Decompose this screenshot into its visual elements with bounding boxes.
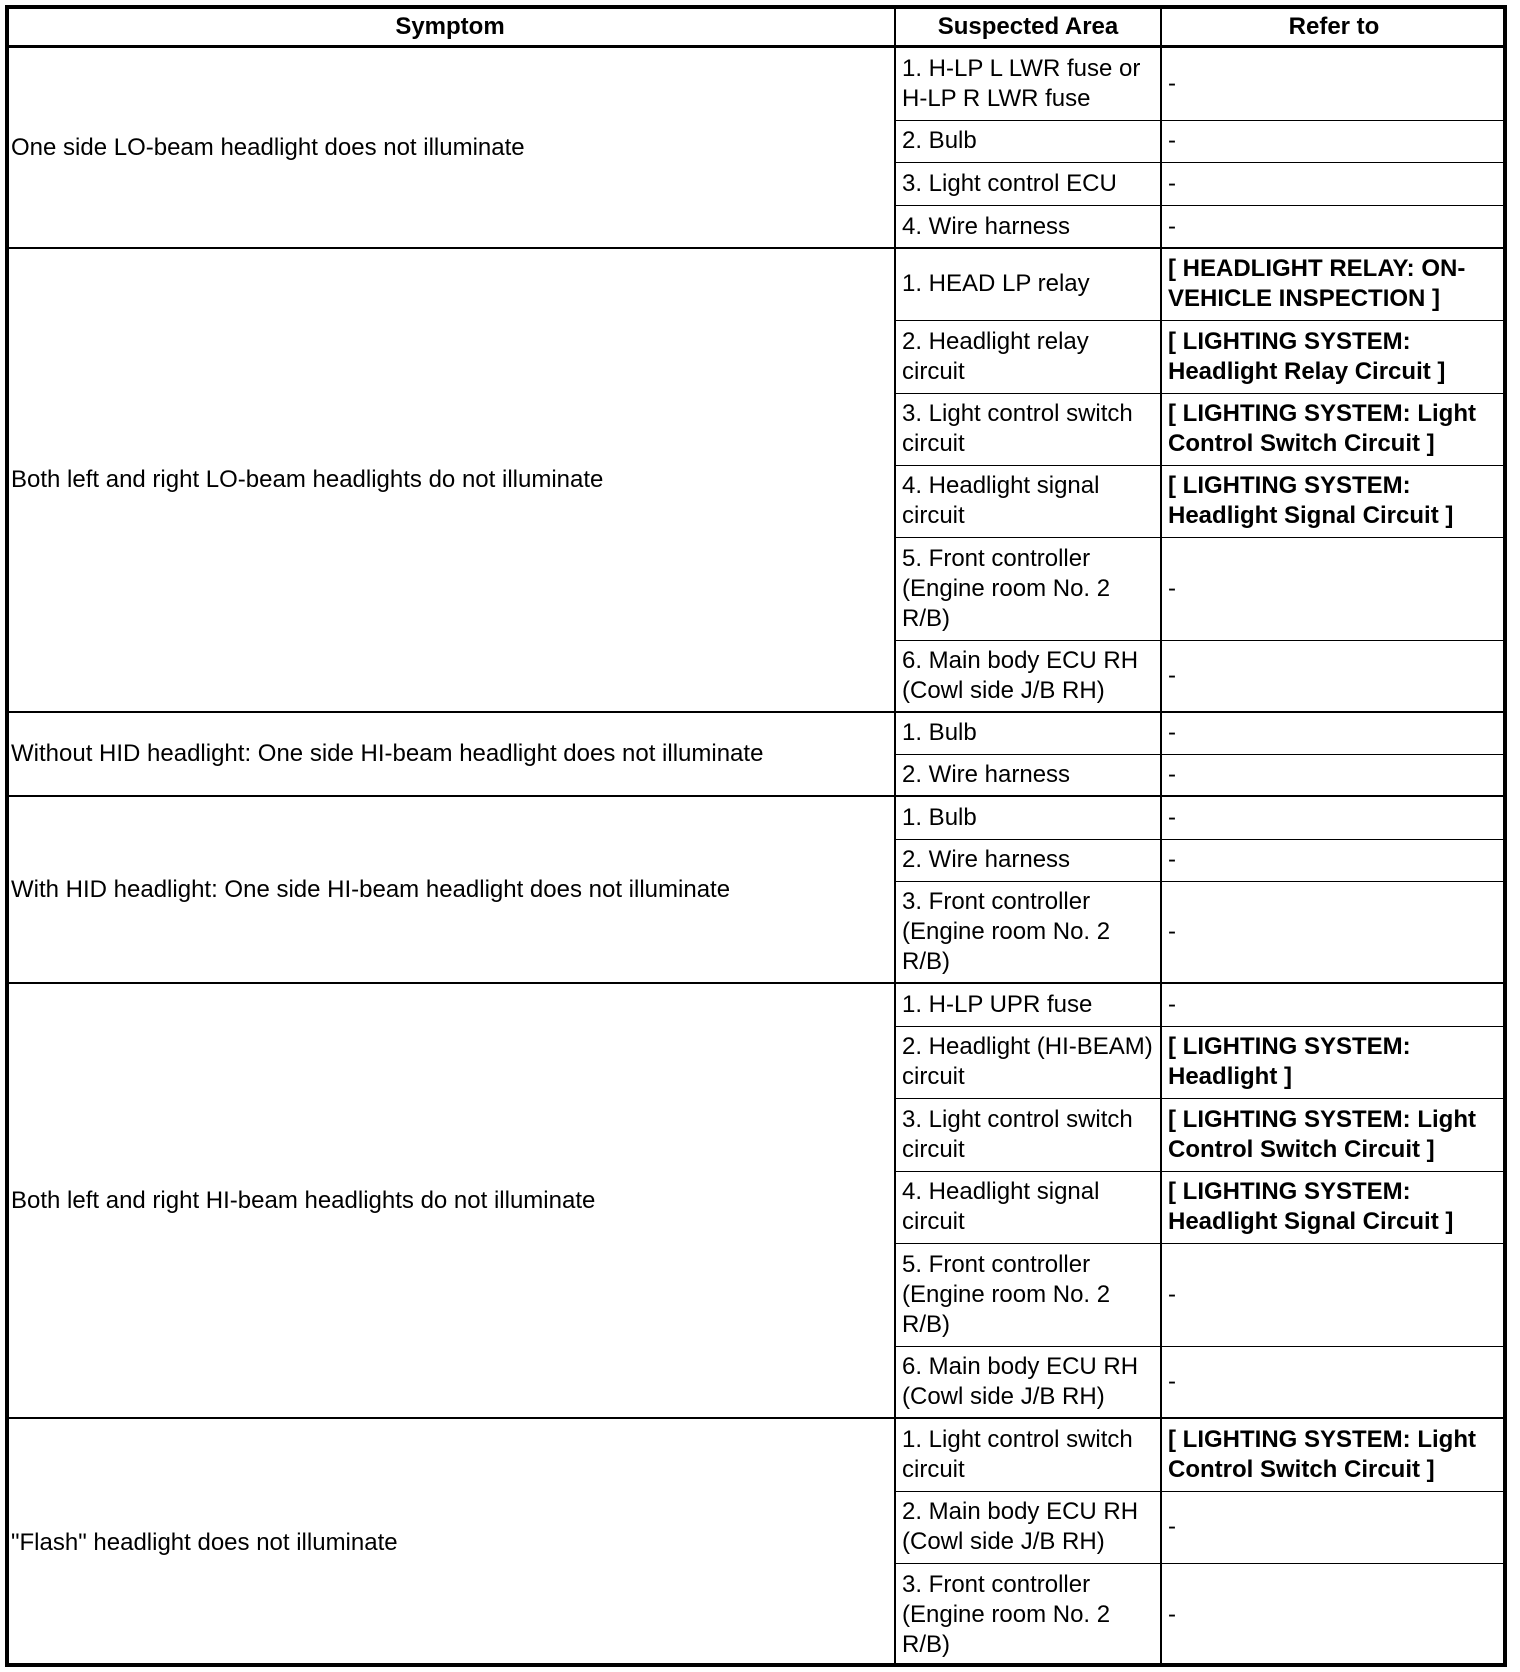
group-divider <box>5 711 1507 713</box>
row-divider <box>895 1491 1507 1492</box>
suspected-area-cell: 3. Light control switch circuit <box>902 1105 1133 1163</box>
refer-to-cell: - <box>1168 212 1176 240</box>
suspected-area-cell: 1. Bulb <box>902 719 977 746</box>
suspected-area-cell: 1. H-LP L LWR fuse or H-LP R LWR fuse <box>902 54 1141 112</box>
refer-to-cell: - <box>1168 1280 1176 1308</box>
suspected-area-cell: 1. Bulb <box>902 803 977 831</box>
refer-to-cell: - <box>1168 1513 1176 1540</box>
group-divider <box>5 1417 1507 1419</box>
header-suspected-area: Suspected Area <box>937 13 1119 40</box>
header-refer-to: Refer to <box>1288 13 1380 40</box>
group-divider <box>5 247 1507 249</box>
refer-to-link[interactable]: [ LIGHTING SYSTEM: Headlight Signal Circuit ] <box>1168 472 1454 529</box>
refer-to-cell: - <box>1168 574 1176 602</box>
refer-to-cell: - <box>1168 69 1176 97</box>
refer-to-link[interactable]: [ HEADLIGHT RELAY: ON-VEHICLE INSPECTION ] <box>1168 255 1466 312</box>
row-divider <box>895 1563 1507 1564</box>
refer-to-link[interactable]: [ LIGHTING SYSTEM: Light Control Switch Circuit ] <box>1168 1105 1476 1163</box>
refer-to-cell: - <box>1168 1368 1176 1395</box>
refer-to-cell: - <box>1168 719 1176 746</box>
suspected-area-cell: 1. HEAD LP relay <box>902 270 1090 297</box>
refer-to-cell: - <box>1168 918 1176 945</box>
row-divider <box>895 754 1507 755</box>
header-symptom: Symptom <box>395 13 505 40</box>
suspected-area-cell: 6. Main body ECU RH (Cowl side J/B RH) <box>902 647 1139 704</box>
row-divider <box>895 1098 1507 1099</box>
symptom-cell: Both left and right HI-beam headlights do not illuminate <box>11 1186 596 1214</box>
refer-to-cell: - <box>1168 990 1176 1018</box>
row-divider <box>895 1243 1507 1244</box>
symptom-cell: "Flash" headlight does not illuminate <box>11 1528 398 1556</box>
row-divider <box>895 1171 1507 1172</box>
row-divider <box>895 393 1507 394</box>
symptom-cell: Both left and right LO-beam headlights do not illuminate <box>11 466 604 493</box>
refer-to-link[interactable]: [ LIGHTING SYSTEM: Headlight Relay Circuit ] <box>1168 327 1446 385</box>
refer-to-link[interactable]: [ LIGHTING SYSTEM: Headlight Signal Circuit ] <box>1168 1178 1454 1235</box>
row-divider <box>895 537 1507 538</box>
suspected-area-cell: 1. Light control switch circuit <box>902 1425 1133 1483</box>
row-divider <box>895 1026 1507 1027</box>
symptom-cell: Without HID headlight: One side HI-beam headlight does not illuminate <box>11 740 764 767</box>
suspected-area-cell: 5. Front controller (Engine room No. 2 R/B) <box>902 544 1111 632</box>
row-divider <box>895 205 1507 206</box>
refer-to-link[interactable]: [ LIGHTING SYSTEM: Headlight ] <box>1168 1033 1411 1090</box>
suspected-area-cell: 2. Wire harness <box>902 846 1071 873</box>
refer-to-cell: - <box>1168 761 1176 788</box>
refer-to-cell: - <box>1168 169 1176 197</box>
refer-to-link[interactable]: [ LIGHTING SYSTEM: Light Control Switch Circuit ] <box>1168 400 1476 457</box>
suspected-area-cell: 2. Bulb <box>902 127 977 154</box>
suspected-area-cell: 5. Front controller (Engine room No. 2 R/B) <box>902 1250 1111 1338</box>
column-divider <box>894 5 896 1667</box>
row-divider <box>895 465 1507 466</box>
symptom-cell: One side LO-beam headlight does not illuminate <box>11 133 525 161</box>
suspected-area-cell: 2. Headlight (HI-BEAM) circuit <box>902 1033 1153 1090</box>
group-divider <box>5 795 1507 797</box>
suspected-area-cell: 3. Light control switch circuit <box>902 400 1133 457</box>
refer-to-cell: - <box>1168 1601 1176 1628</box>
row-divider <box>895 1346 1507 1347</box>
column-divider <box>1160 5 1162 1667</box>
refer-to-cell: - <box>1168 662 1176 689</box>
suspected-area-cell: 6. Main body ECU RH (Cowl side J/B RH) <box>902 1353 1139 1410</box>
refer-to-link[interactable]: [ LIGHTING SYSTEM: Light Control Switch Circuit ] <box>1168 1425 1476 1483</box>
group-divider <box>5 982 1507 984</box>
refer-to-cell: - <box>1168 127 1176 154</box>
suspected-area-cell: 4. Headlight signal circuit <box>902 472 1100 529</box>
suspected-area-cell: 2. Main body ECU RH (Cowl side J/B RH) <box>902 1498 1139 1555</box>
symptom-cell: With HID headlight: One side HI-beam headlight does not illuminate <box>11 875 731 903</box>
suspected-area-cell: 3. Front controller (Engine room No. 2 R/B) <box>902 888 1111 975</box>
suspected-area-cell: 2. Headlight relay circuit <box>902 327 1089 385</box>
row-divider <box>895 120 1507 121</box>
suspected-area-cell: 4. Wire harness <box>902 212 1071 240</box>
suspected-area-cell: 1. H-LP UPR fuse <box>902 990 1093 1018</box>
suspected-area-cell: 3. Light control ECU <box>902 169 1117 197</box>
row-divider <box>895 640 1507 641</box>
suspected-area-cell: 4. Headlight signal circuit <box>902 1178 1100 1235</box>
suspected-area-cell: 3. Front controller (Engine room No. 2 R/B) <box>902 1571 1111 1658</box>
suspected-area-cell: 2. Wire harness <box>902 761 1071 788</box>
row-divider <box>895 162 1507 163</box>
row-divider <box>895 839 1507 840</box>
row-divider <box>895 881 1507 882</box>
row-divider <box>895 320 1507 321</box>
refer-to-cell: - <box>1168 846 1176 873</box>
refer-to-cell: - <box>1168 803 1176 831</box>
